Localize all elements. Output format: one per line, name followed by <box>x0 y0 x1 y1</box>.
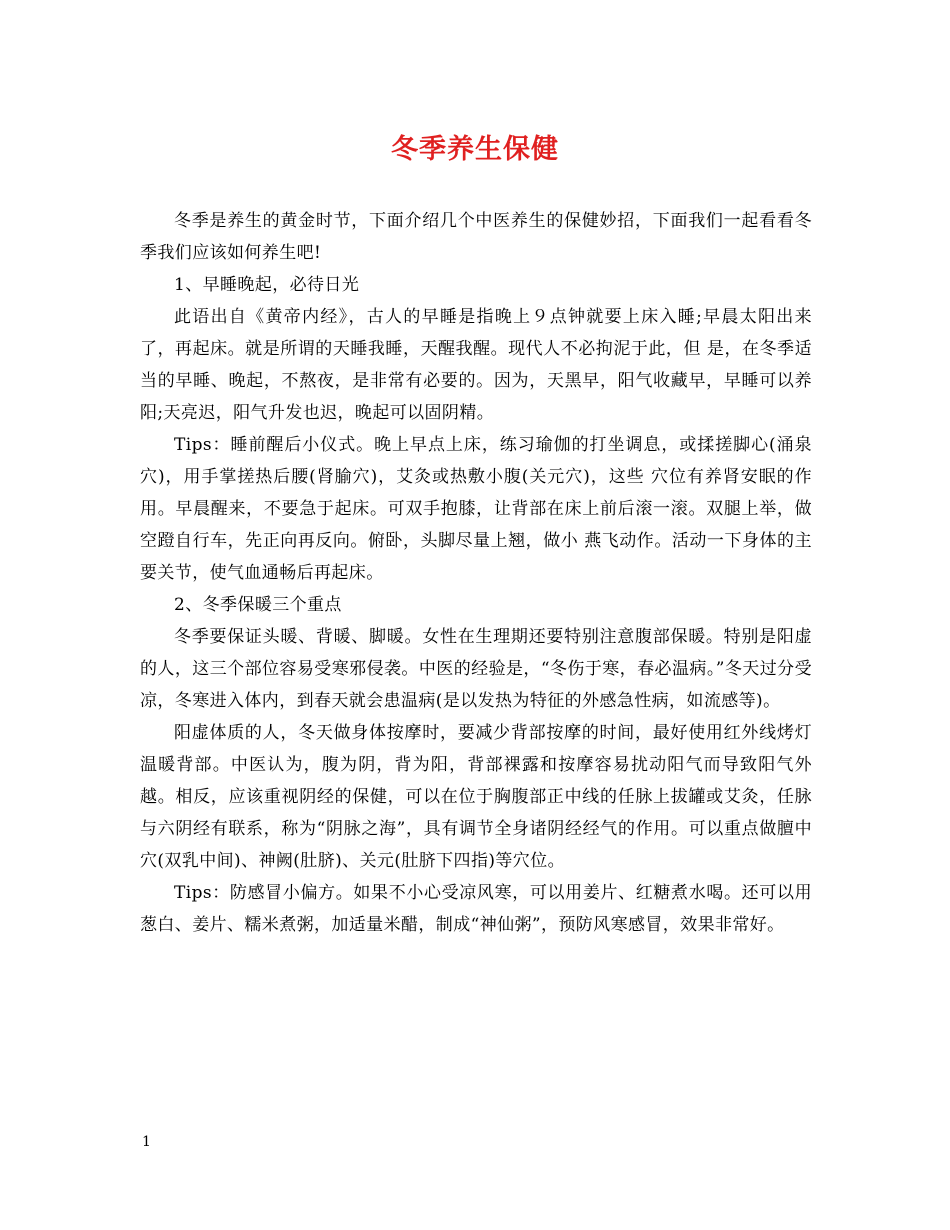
section-heading-1: 1、早睡晚起，必待日光 <box>174 275 360 295</box>
document-title: 冬季养生保健 <box>391 134 559 165</box>
body-paragraph: 冬季要保证头暖、背暖、脚暖。女性在生理期还要特别注意腹部保暖。特别是阳虚的人，这三个部位容易受寒邪侵袭。中医的经验是，“冬伤于寒，春必温病。”冬天过分受凉，冬寒进入体内，到春天就会患温病(是以发热为特征的外感急性病，如流感等)。 <box>140 627 812 711</box>
tips-paragraph-1: Tips：睡前醒后小仪式。晚上早点上床，练习瑜伽的打坐调息，或揉搓脚心(涌泉穴)，用手掌搓热后腰(肾腧穴)，艾灸或热敷小腹(关元穴)，这些 穴位有养肾安眠的作用。早晨醒来，不要急于起床。可双手抱膝，让背部在床上前后滚一滚。双腿上举，做空蹬自行车，先正向再反向。俯卧，头脚尽量上翘，做小 燕飞动作。活动一下身体的主要关节，使气血通畅后再起床。 <box>140 435 812 583</box>
section-heading-2: 2、冬季保暖三个重点 <box>174 595 342 615</box>
body-paragraph: 阳虚体质的人，冬天做身体按摩时，要减少背部按摩的时间，最好使用红外线烤灯温暖背部。中医认为，腹为阴，背为阳，背部裸露和按摩容易扰动阳气而导致阳气外越。相反，应该重视阴经的保健，可以在位于胸腹部正中线的任脉上拔罐或艾灸，任脉与六阴经有联系，称为“阴脉之海”，具有调节全身诸阴经经气的作用。可以重点做膻中穴(双乳中间)、神阙(肚脐)、关元(肚脐下四指)等穴位。 <box>140 723 812 871</box>
tips-paragraph-2: Tips：防感冒小偏方。如果不小心受凉风寒，可以用姜片、红糖煮水喝。还可以用葱白、姜片、糯米煮粥，加适量米醋，制成“神仙粥”，预防风寒感冒，效果非常好。 <box>140 883 812 935</box>
body-paragraph: 此语出自《黄帝内经》，古人的早睡是指晚上９点钟就要上床入睡;早晨太阳出来了，再起床。就是所谓的天睡我睡，天醒我醒。现代人不必拘泥于此，但 是，在冬季适当的早睡、晚起，不熬夜，是非常有必要的。因为，天黑早，阳气收藏早，早睡可以养阳;天亮迟，阳气升发也迟，晚起可以固阴精。 <box>140 307 812 423</box>
intro-paragraph: 冬季是养生的黄金时节，下面介绍几个中医养生的保健妙招，下面我们一起看看冬季我们应该如何养生吧! <box>140 211 812 263</box>
page-number: 1 <box>142 1134 151 1150</box>
document-body <box>140 205 812 941</box>
